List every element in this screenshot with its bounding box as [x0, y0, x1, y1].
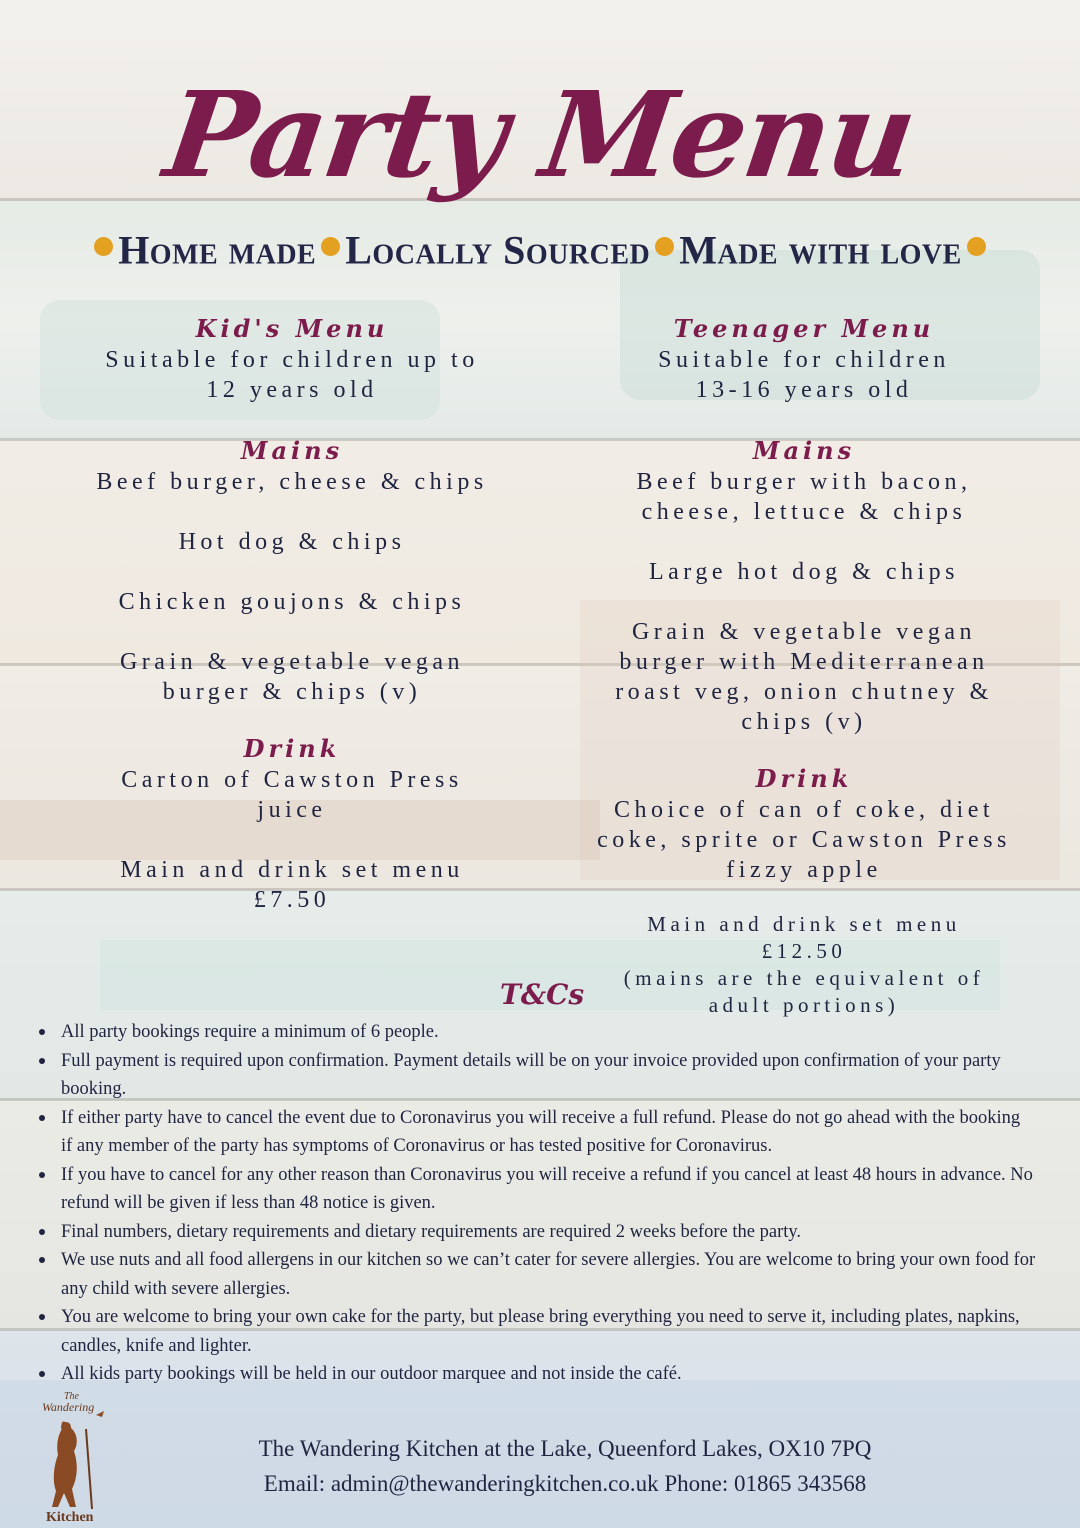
tcs-item: We use nuts and all food allergens in our kitchen so we can’t cater for severe allergies. You are welcome to bring your own food for any child with severe allergies.	[36, 1246, 1036, 1303]
tcs-list	[36, 1018, 1036, 1389]
teen-suitability-line: Suitable for children	[658, 347, 950, 373]
tcs-item: If you have to cancel for any other reason than Coronavirus you will receive a refund if you cancel at least 48 hours in advance. No refund will be given if less than 48 notice is given.	[36, 1161, 1036, 1218]
bullet-dot-icon	[967, 237, 986, 256]
teen-drink-heading: Drink	[755, 764, 853, 793]
kids-suitability-line: Suitable for children up to	[105, 347, 479, 373]
footer-contact: Email: admin@thewanderingkitchen.co.uk Phone: 01865 343568	[263, 1471, 867, 1496]
kids-menu-column	[52, 313, 532, 915]
teen-portion-note: (mains are the equivalent of	[623, 966, 985, 990]
teen-main-item: Grain & vegetable vegan	[631, 619, 977, 645]
teen-main-item: Beef burger with bacon,	[636, 469, 972, 495]
kids-set-menu-label: Main and drink set menu	[120, 857, 464, 883]
kids-main-item: Chicken goujons & chips	[118, 589, 466, 615]
teen-suitability-line: 13-16 years old	[695, 377, 913, 403]
footer-address: The Wandering Kitchen at the Lake, Queenford Lakes, OX10 7PQ	[258, 1436, 872, 1461]
kids-main-item: Beef burger, cheese & chips	[96, 469, 488, 495]
kids-price: £7.50	[253, 887, 331, 913]
teen-price: £12.50	[761, 939, 847, 963]
tagline-made-with-love: Made with love	[679, 227, 962, 273]
svg-text:The: The	[64, 1391, 79, 1402]
teen-main-item: cheese, lettuce & chips	[641, 499, 967, 525]
teen-set-menu-label: Main and drink set menu	[647, 912, 961, 936]
kids-menu-heading: Kid's Menu	[195, 314, 389, 343]
tcs-item: Full payment is required upon confirmation. Payment details will be on your invoice provided upon confirmation of your party booking.	[36, 1047, 1036, 1104]
kids-main-item: Hot dog & chips	[178, 529, 406, 555]
svg-text:Kitchen: Kitchen	[46, 1510, 94, 1525]
tagline	[0, 222, 1080, 273]
kids-mains-heading: Mains	[240, 436, 344, 465]
teen-drink-item: Choice of can of coke, diet	[613, 797, 995, 823]
bullet-dot-icon	[321, 237, 340, 256]
wandering-kitchen-logo	[38, 1385, 118, 1525]
teen-menu-heading: Teenager Menu	[673, 314, 935, 343]
bullet-dot-icon	[94, 237, 113, 256]
bullet-dot-icon	[655, 237, 674, 256]
tagline-locally-sourced: Locally Sourced	[345, 227, 651, 273]
teen-drink-item: fizzy apple	[726, 857, 882, 883]
kids-main-item: burger & chips (v)	[162, 679, 422, 705]
kids-drink-item: Carton of Cawston Press	[121, 767, 463, 793]
teen-menu-column	[564, 313, 1044, 1019]
tcs-item: All kids party bookings will be held in our outdoor marquee and not inside the café.	[36, 1360, 1036, 1389]
teen-main-item: roast veg, onion chutney &	[615, 679, 993, 705]
page-title: Party Menu	[157, 65, 923, 204]
tcs-heading: T&Cs	[500, 978, 585, 1011]
teen-main-item: chips (v)	[741, 709, 867, 735]
teen-portion-note: adult portions)	[708, 993, 900, 1017]
teen-main-item: Large hot dog & chips	[648, 559, 960, 585]
kids-suitability-line: 12 years old	[206, 377, 378, 403]
tagline-home-made: Home made	[118, 227, 317, 273]
kids-drink-item: juice	[257, 797, 327, 823]
teen-mains-heading: Mains	[752, 436, 856, 465]
tcs-item: Final numbers, dietary requirements and dietary requirements are required 2 weeks before the party.	[36, 1218, 1036, 1247]
kids-main-item: Grain & vegetable vegan	[119, 649, 465, 675]
tcs-item: You are welcome to bring your own cake for the party, but please bring everything you need to serve it, including plates, napkins, candles, knife and lighter.	[36, 1303, 1036, 1360]
kids-drink-heading: Drink	[243, 734, 341, 763]
svg-text:Wandering: Wandering	[42, 1400, 95, 1414]
teen-drink-item: coke, sprite or Cawston Press	[597, 827, 1011, 853]
tcs-item: If either party have to cancel the event due to Coronavirus you will receive a full refund. Please do not go ahead with the booking if any member of the party has symptoms of Coronavirus or has tested positive for Coronavirus.	[36, 1104, 1036, 1161]
teen-main-item: burger with Mediterranean	[619, 649, 989, 675]
tcs-item: All party bookings require a minimum of 6 people.	[36, 1018, 1036, 1047]
